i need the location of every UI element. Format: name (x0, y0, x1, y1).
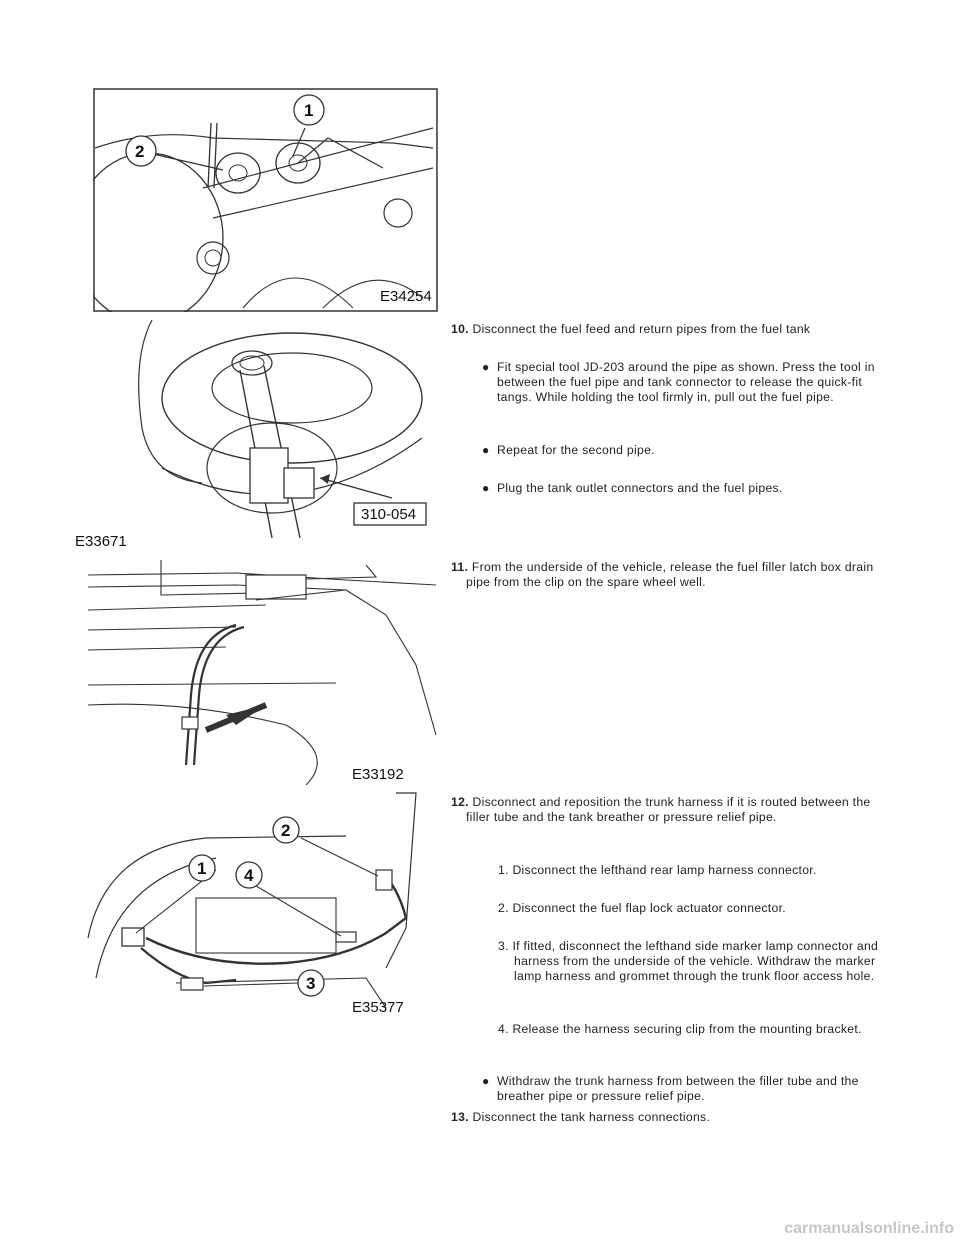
bullet-text: Withdraw the trunk harness from between the filler tube and the breather pipe or pressure relief pipe. (497, 1074, 859, 1103)
figure-code: E35377 (352, 999, 404, 1016)
figure-e33192 (86, 555, 438, 785)
tool-number: 310-054 (361, 506, 417, 523)
step-12-sub-1: 1. Disconnect the lefthand rear lamp harness connector. (498, 863, 817, 877)
callout-1: 1 (197, 859, 207, 878)
step-12-sub-4: 4. Release the harness securing clip from the mounting bracket. (498, 1022, 862, 1036)
bullet-icon: ● (482, 481, 490, 495)
trunk-harness-illustration (86, 788, 438, 1018)
figure-e34254 (93, 88, 438, 312)
step-12 (451, 795, 896, 825)
step-text: Disconnect the tank harness connections. (472, 1110, 711, 1124)
step-10-bullet-3 (482, 481, 897, 496)
bullet-text: Plug the tank outlet connectors and the fuel pipes. (497, 481, 783, 495)
step-text: From the underside of the vehicle, release the fuel filler latch box drain pipe from the clip on the spare wheel well. (466, 560, 874, 589)
figure-e35377 (86, 788, 438, 1018)
step-number: 13. (451, 1110, 469, 1124)
bullet-icon: ● (482, 1074, 490, 1088)
step-10-bullet-1 (482, 360, 897, 405)
special-tool-illustration (72, 318, 440, 550)
step-number: 10. (451, 322, 469, 336)
step-12-bullet-1 (482, 1074, 897, 1104)
step-13 (451, 1110, 896, 1125)
step-text: Disconnect the fuel feed and return pipes from the fuel tank (472, 322, 811, 336)
bullet-text: Repeat for the second pipe. (497, 443, 655, 457)
callout-2: 2 (135, 142, 145, 161)
callout-1: 1 (304, 101, 314, 120)
step-10 (451, 322, 896, 337)
fuel-pipes-illustration (93, 88, 438, 312)
drain-pipe-illustration (86, 555, 438, 785)
callout-4: 4 (244, 866, 254, 885)
figure-code: E33671 (75, 533, 127, 550)
step-12-sub-2: 2. Disconnect the fuel flap lock actuator connector. (498, 901, 786, 915)
bullet-icon: ● (482, 443, 490, 457)
bullet-icon: ● (482, 360, 490, 374)
figure-code: E33192 (352, 766, 404, 783)
callout-3: 3 (306, 974, 316, 993)
step-10-bullet-2 (482, 443, 897, 458)
callout-2: 2 (281, 821, 291, 840)
step-number: 12. (451, 795, 469, 809)
step-number: 11. (451, 560, 469, 574)
step-text: Disconnect and reposition the trunk harness if it is routed between the filler tube and the tank breather or pressure relief pipe. (466, 795, 871, 824)
bullet-text: Fit special tool JD-203 around the pipe as shown. Press the tool in between the fuel pipe and tank connector to release the quick-fit tangs. While holding the tool firmly in, pull out the fuel pipe. (497, 360, 875, 404)
figure-code: E34254 (380, 288, 432, 305)
step-11 (451, 560, 896, 590)
step-12-sub-3: 3. If fitted, disconnect the lefthand side marker lamp connector and harness from the underside of the vehicle. Withdraw the marker lamp harness and grommet through the trunk floor access hole. (498, 939, 879, 983)
watermark: carmanualsonline.info (784, 1220, 954, 1237)
figure-e33671 (72, 318, 440, 550)
